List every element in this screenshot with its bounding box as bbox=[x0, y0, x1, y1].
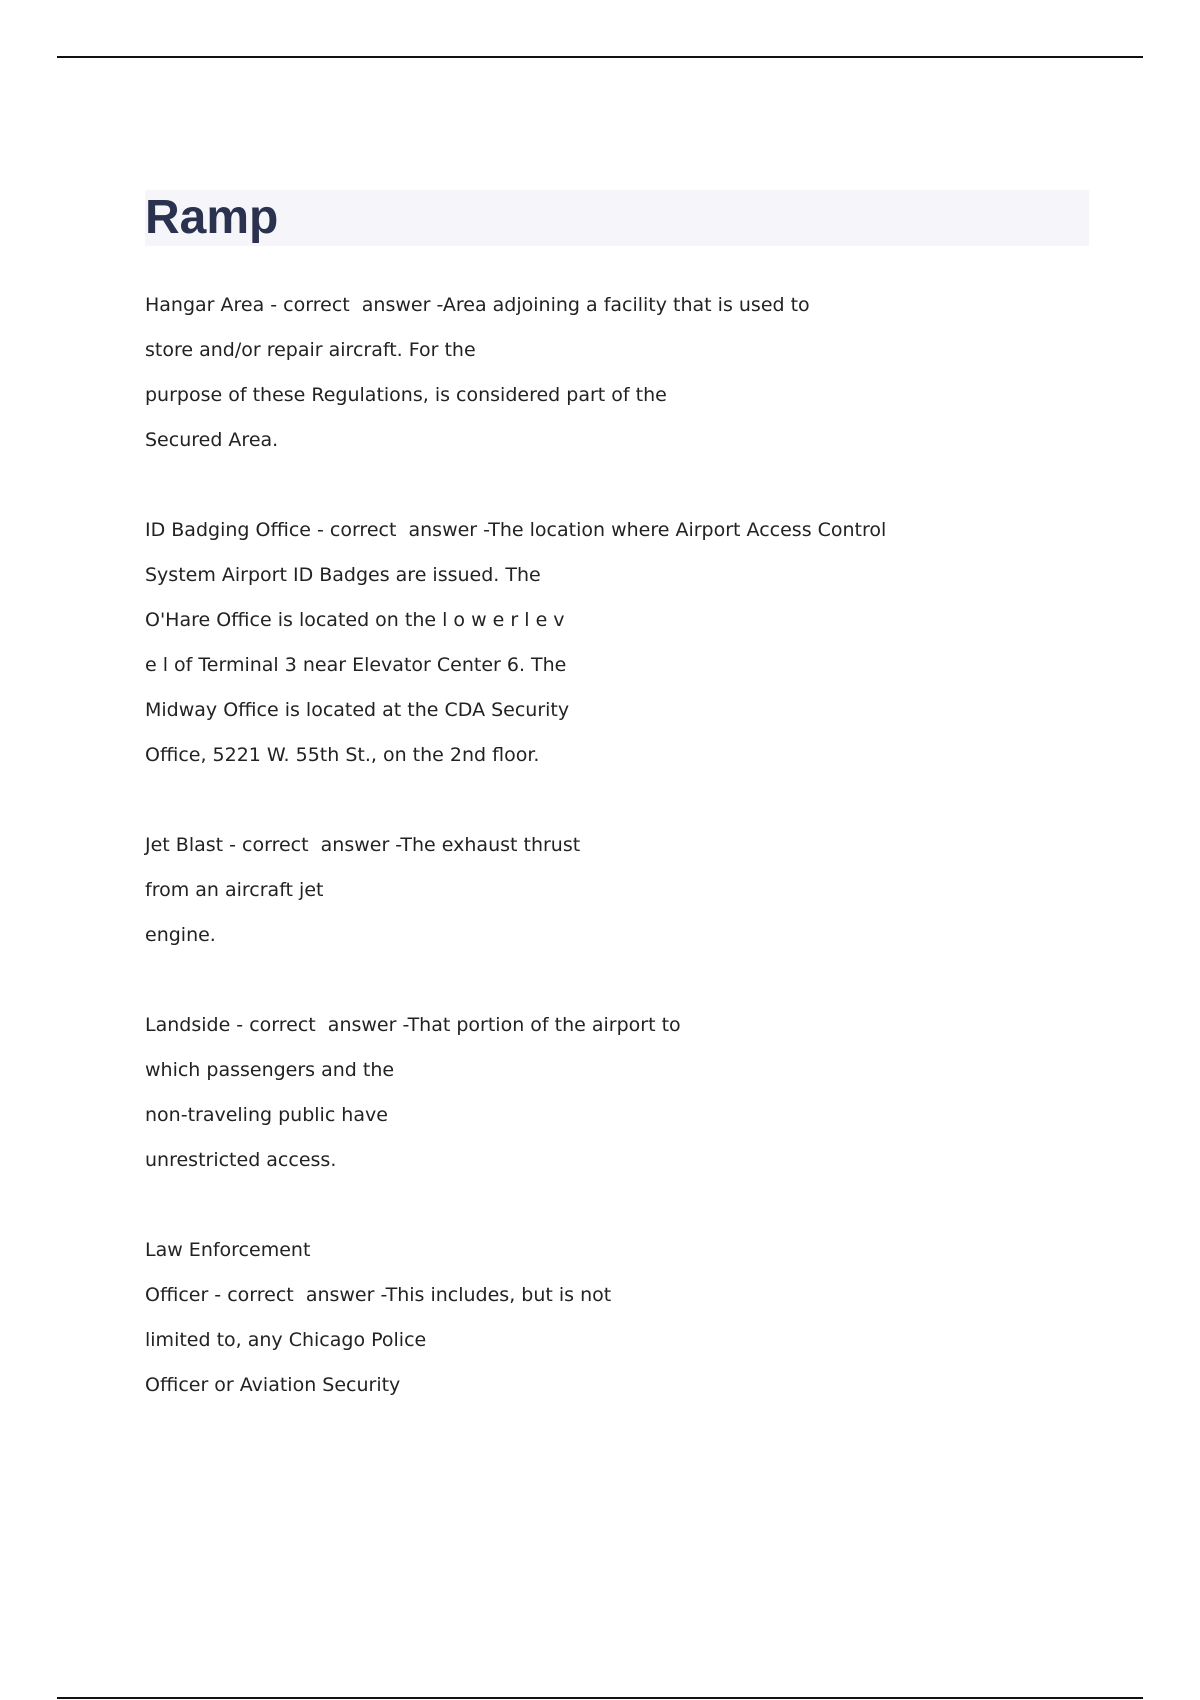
entry-line: Law Enforcement bbox=[145, 1239, 311, 1261]
glossary-entry-jet-blast bbox=[145, 823, 1089, 958]
entry-line: Secured Area. bbox=[145, 429, 279, 451]
entry-line: e l of Terminal 3 near Elevator Center 6. The bbox=[145, 654, 567, 676]
entry-line: O'Hare Office is located on the l o w e r l e v bbox=[145, 609, 565, 631]
entry-line: non-traveling public have bbox=[145, 1104, 388, 1126]
page-title: Ramp bbox=[145, 191, 279, 244]
entry-line: limited to, any Chicago Police bbox=[145, 1329, 427, 1351]
entry-line: ID Badging Office - correct answer -The location where Airport Access Control bbox=[145, 519, 887, 541]
entry-line: Landside - correct answer -That portion of the airport to bbox=[145, 1014, 681, 1036]
entry-line: Hangar Area - correct answer -Area adjoining a facility that is used to bbox=[145, 294, 810, 316]
entry-line: Officer or Aviation Security bbox=[145, 1374, 401, 1396]
entry-line: System Airport ID Badges are issued. The bbox=[145, 564, 541, 586]
entry-line: engine. bbox=[145, 924, 216, 946]
entry-line: Office, 5221 W. 55th St., on the 2nd floor. bbox=[145, 744, 540, 766]
entry-line: Midway Office is located at the CDA Security bbox=[145, 699, 570, 721]
glossary-entry-hangar-area bbox=[145, 283, 1089, 463]
glossary-entries bbox=[145, 283, 1089, 1453]
glossary-entry-id-badging-office bbox=[145, 508, 1089, 778]
entry-line: Jet Blast - correct answer -The exhaust thrust bbox=[145, 834, 581, 856]
footer-rule bbox=[57, 1697, 1143, 1699]
entry-line: Officer - correct answer -This includes, but is not bbox=[145, 1284, 612, 1306]
entry-line: unrestricted access. bbox=[145, 1149, 337, 1171]
entry-line: store and/or repair aircraft. For the bbox=[145, 339, 476, 361]
entry-line: from an aircraft jet bbox=[145, 879, 324, 901]
entry-line: which passengers and the bbox=[145, 1059, 395, 1081]
glossary-entry-law-enforcement-officer bbox=[145, 1228, 1089, 1408]
header-rule bbox=[57, 56, 1143, 58]
entry-line: purpose of these Regulations, is considered part of the bbox=[145, 384, 667, 406]
glossary-entry-landside bbox=[145, 1003, 1089, 1183]
title-band bbox=[145, 190, 1089, 246]
